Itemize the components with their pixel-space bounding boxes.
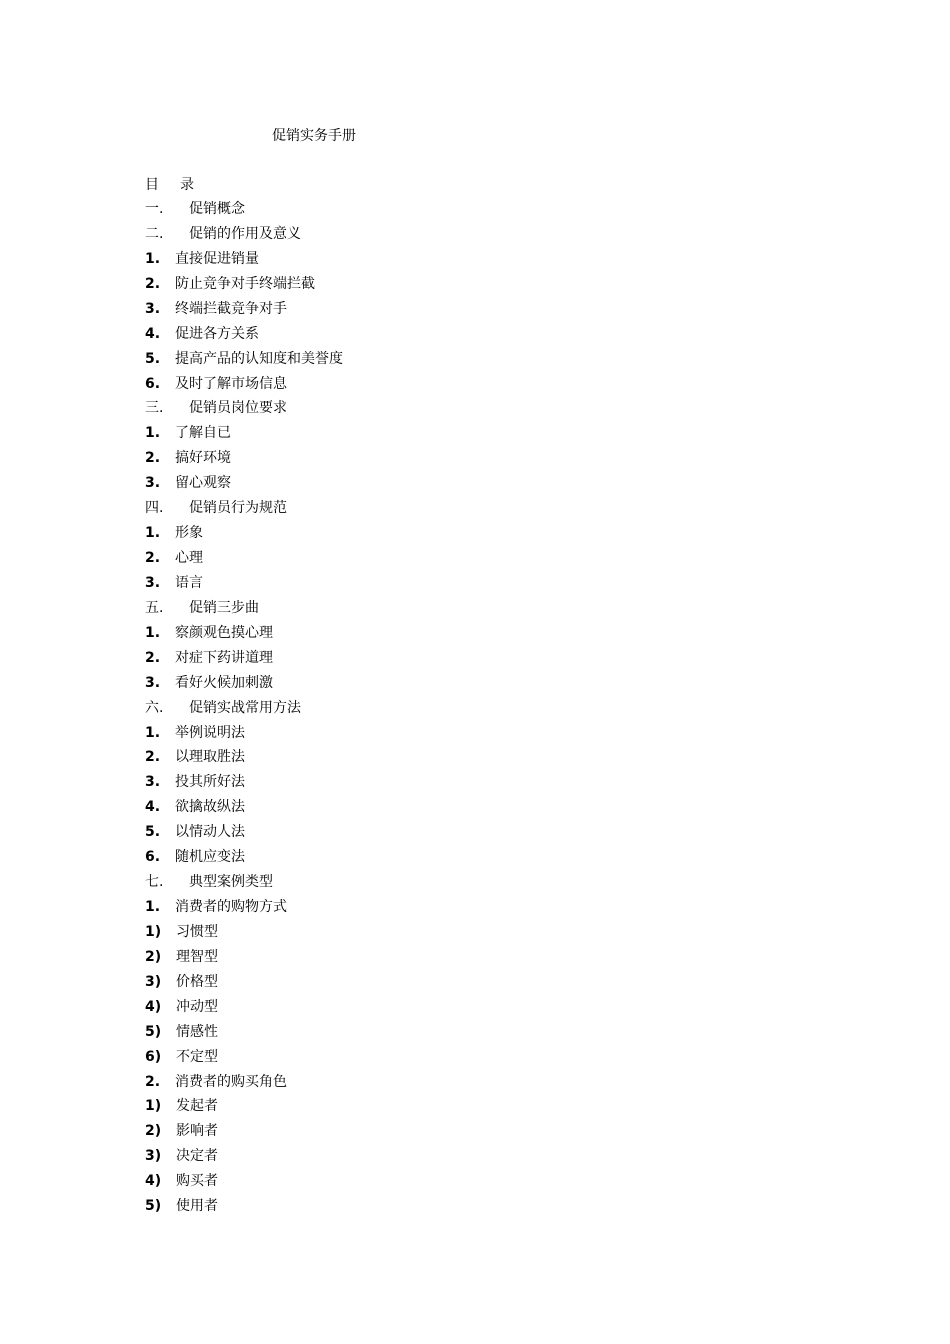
toc-entry-number: 4) xyxy=(145,1173,162,1189)
toc-entry-number: 1. xyxy=(145,425,161,441)
toc-entry-number: 3. xyxy=(145,774,161,790)
toc-entry-number: 2. xyxy=(145,550,161,566)
toc-entry-text: 习惯型 xyxy=(176,924,218,940)
toc-entry-text: 形象 xyxy=(175,525,203,541)
toc-entry-number: 6. xyxy=(145,376,161,392)
toc-entry-number: 1. xyxy=(145,899,161,915)
toc-entry-number: 4. xyxy=(145,799,161,815)
toc-entry-number: 五. xyxy=(145,600,164,616)
toc-entry-text: 促销三步曲 xyxy=(189,600,259,616)
toc-entry-text: 影响者 xyxy=(176,1123,218,1139)
toc-entry-text: 购买者 xyxy=(176,1173,218,1189)
toc-entry-text: 促销员岗位要求 xyxy=(189,400,287,416)
toc-entry-number: 2) xyxy=(145,1123,162,1139)
toc-entry-number: 2. xyxy=(145,1074,161,1090)
toc-entry-number: 1. xyxy=(145,625,161,641)
toc-entry-text: 搞好环境 xyxy=(175,450,231,466)
toc-entry-text: 直接促进销量 xyxy=(175,251,259,267)
toc-entry-text: 不定型 xyxy=(176,1049,218,1065)
toc-entry-number: 2. xyxy=(145,276,161,292)
toc-entry-number: 三. xyxy=(145,400,164,416)
toc-heading xyxy=(145,176,194,194)
toc-entry-number: 1. xyxy=(145,525,161,541)
toc-entry-text: 冲动型 xyxy=(176,999,218,1015)
toc-entry-text: 以理取胜法 xyxy=(175,749,245,765)
toc-entry-number: 六. xyxy=(145,700,164,716)
toc-entry-number: 2. xyxy=(145,749,161,765)
toc-entry-text: 察颜观色摸心理 xyxy=(175,625,273,641)
toc-entry-text: 促销的作用及意义 xyxy=(189,226,301,242)
toc-entry-number: 4. xyxy=(145,326,161,342)
toc-entry-text: 对症下药讲道理 xyxy=(175,650,273,666)
toc-entry-text: 语言 xyxy=(175,575,203,591)
toc-entry-text: 情感性 xyxy=(176,1024,218,1040)
toc-entry-number: 3) xyxy=(145,1148,162,1164)
toc-entry-number: 一. xyxy=(145,201,164,217)
toc-entry-text: 以情动人法 xyxy=(175,824,245,840)
toc-entry-text: 提高产品的认知度和美誉度 xyxy=(175,351,343,367)
toc-entry-text: 看好火候加刺激 xyxy=(175,675,273,691)
toc-entry-number: 1. xyxy=(145,725,161,741)
toc-entry-text: 使用者 xyxy=(176,1198,218,1214)
toc-entry-number: 5. xyxy=(145,351,161,367)
toc-entry-text: 消费者的购买角色 xyxy=(175,1074,287,1090)
toc-heading-char-1: 目 xyxy=(145,177,159,193)
document-title: 促销实务手册 xyxy=(272,128,356,144)
toc-entry-text: 投其所好法 xyxy=(175,774,245,790)
toc-entry-text: 心理 xyxy=(175,550,203,566)
toc-entry-text: 举例说明法 xyxy=(175,725,245,741)
toc-entry-number: 5) xyxy=(145,1198,162,1214)
toc-entry-text: 消费者的购物方式 xyxy=(175,899,287,915)
toc-entry-text: 典型案例类型 xyxy=(189,874,273,890)
toc-heading-char-2: 录 xyxy=(180,177,194,193)
toc-entry-number: 5) xyxy=(145,1024,162,1040)
toc-entry-number: 四. xyxy=(145,500,164,516)
toc-entry-number: 2. xyxy=(145,650,161,666)
toc-entry-text: 促销实战常用方法 xyxy=(189,700,301,716)
toc-entry-text: 理智型 xyxy=(176,949,218,965)
toc-entry-number: 七. xyxy=(145,874,164,890)
toc-entry-number: 1. xyxy=(145,251,161,267)
toc-entry-number: 2. xyxy=(145,450,161,466)
toc-entry-number: 4) xyxy=(145,999,162,1015)
toc-entry-number: 3. xyxy=(145,675,161,691)
toc-entry-number: 3. xyxy=(145,475,161,491)
toc-entry-number: 6. xyxy=(145,849,161,865)
toc-entry-number: 二. xyxy=(145,226,164,242)
toc-entry-text: 防止竞争对手终端拦截 xyxy=(175,276,315,292)
toc-entry-text: 发起者 xyxy=(176,1098,218,1114)
toc-entry-text: 价格型 xyxy=(176,974,218,990)
toc-entry-number: 3. xyxy=(145,575,161,591)
toc-entry-text: 留心观察 xyxy=(175,475,231,491)
toc-entry-text: 欲擒故纵法 xyxy=(175,799,245,815)
toc-entry-number: 3. xyxy=(145,301,161,317)
toc-entry-text: 及时了解市场信息 xyxy=(175,376,287,392)
toc-entry-text: 促销员行为规范 xyxy=(189,500,287,516)
toc-entry-text: 了解自已 xyxy=(175,425,231,441)
toc-entry-text: 促销概念 xyxy=(189,201,245,217)
toc-entry-number: 1) xyxy=(145,924,162,940)
toc-entry-text: 随机应变法 xyxy=(175,849,245,865)
toc-entry-text: 终端拦截竞争对手 xyxy=(175,301,287,317)
toc-entry-text: 促进各方关系 xyxy=(175,326,259,342)
toc-entry-number: 3) xyxy=(145,974,162,990)
toc-entry-number: 6) xyxy=(145,1049,162,1065)
toc-entry-number: 5. xyxy=(145,824,161,840)
toc-entry-number: 1) xyxy=(145,1098,162,1114)
toc-entry-number: 2) xyxy=(145,949,162,965)
toc-entry-text: 决定者 xyxy=(176,1148,218,1164)
